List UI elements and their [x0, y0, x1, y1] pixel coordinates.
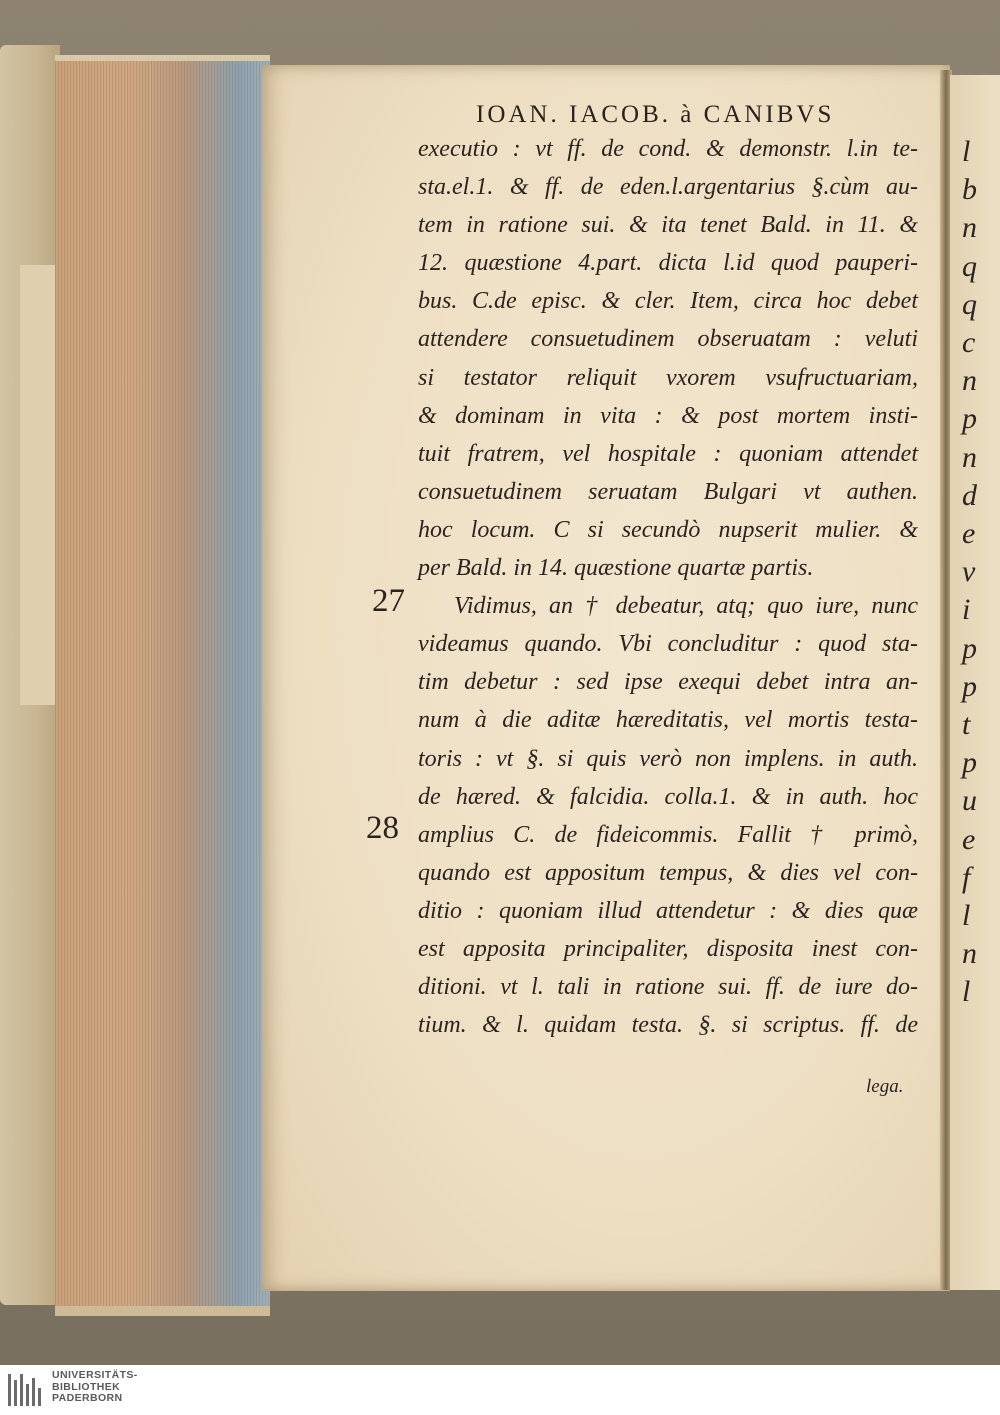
facing-page-letter: l: [962, 975, 971, 1009]
library-name-line: PADERBORN: [52, 1392, 123, 1404]
facing-page-letter: v: [962, 555, 976, 589]
facing-page-letter: p: [962, 669, 977, 703]
text-line: si testator reliquit vxorem vsufructuariam,: [418, 364, 918, 391]
text-line: & dominam in vita : & post mortem insti-: [418, 402, 918, 429]
facing-page-letter: t: [962, 708, 971, 742]
book-fore-edge: [55, 55, 270, 1316]
text-line: tium. & l. quidam testa. §. si scriptus. ff. de: [418, 1012, 918, 1039]
page-text: [418, 130, 918, 1044]
facing-page-letter: n: [962, 211, 977, 245]
facing-page-letter: e: [962, 822, 976, 856]
text-line: quando est appositum tempus, & dies vel con-: [418, 859, 918, 886]
library-name: [52, 1370, 138, 1405]
margin-number: 27: [372, 583, 405, 619]
facing-page-letter: i: [962, 593, 971, 627]
text-line: Vidimus, an † debeatur, atq; quo iure, nunc: [454, 593, 918, 620]
running-head: IOAN. IACOB. à CANIBVS: [476, 101, 835, 128]
facing-page-letter: e: [962, 517, 976, 551]
text-line: bus. C.de episc. & cler. Item, circa hoc debet: [418, 288, 918, 315]
text-line: de hæred. & falcidia. colla.1. & in auth. hoc: [418, 783, 918, 810]
facing-page-letter: p: [962, 631, 977, 665]
facing-page-letter: b: [962, 173, 977, 207]
facing-page-letter: c: [962, 326, 976, 360]
text-line: videamus quando. Vbi concluditur : quod sta-: [418, 631, 918, 658]
library-logo-icon: [6, 1370, 46, 1410]
facing-page-letter: q: [962, 287, 977, 321]
text-line: per Bald. in 14. quæstione quartæ partis.: [418, 555, 814, 582]
text-line: consuetudinem seruatam Bulgari vt authen.: [418, 478, 918, 505]
facing-page-letter: f: [962, 860, 971, 894]
facing-page-letter: l: [962, 135, 971, 168]
text-line: ditio : quoniam illud attendetur : & dies quæ: [418, 897, 918, 924]
facing-page: [950, 75, 1000, 1290]
text-line: ditioni. vt l. tali in ratione sui. ff. de iure do-: [418, 974, 918, 1001]
text-line: hoc locum. C si secundò nupserit mulier. &: [418, 516, 918, 543]
catchword: lega.: [866, 1076, 904, 1097]
text-line: tim debetur : sed ipse exequi debet intra an-: [418, 669, 918, 696]
text-line: num à die aditæ hæreditatis, vel mortis testa-: [418, 707, 918, 734]
library-name-line: BIBLIOTHEK: [52, 1380, 121, 1393]
facing-page-letter: d: [962, 478, 977, 512]
text-line: 12. quæstione 4.part. dicta l.id quod pauperi-: [418, 250, 918, 277]
facing-page-letter: n: [962, 937, 977, 971]
text-line: attendere consuetudinem obseruatam : veluti: [418, 326, 918, 353]
facing-page-letter: u: [962, 784, 977, 818]
facing-page-letter: q: [962, 249, 977, 283]
text-line: tem in ratione sui. & ita tenet Bald. in 11. &: [418, 212, 918, 239]
text-line: est apposita principaliter, disposita inest con-: [418, 935, 918, 962]
text-line: tuit fratrem, vel hospitale : quoniam attendet: [418, 440, 918, 467]
margin-number: 28: [366, 810, 399, 846]
text-line: executio : vt ff. de cond. & demonstr. l.in te-: [418, 136, 918, 162]
facing-page-letter: p: [962, 402, 977, 436]
facing-page-letter: p: [962, 746, 977, 780]
facing-page-letter: n: [962, 364, 977, 398]
facing-page-text: [950, 133, 977, 1012]
library-name-line: UNIVERSITÄTS-: [52, 1369, 138, 1381]
footer-bar: [0, 1365, 1000, 1415]
text-line: sta.el.1. & ff. de eden.l.argentarius §.cùm au-: [418, 174, 918, 201]
facing-page-letter: n: [962, 440, 977, 474]
facing-page-letter: l: [962, 899, 971, 933]
text-line: amplius C. de fideicommis. Fallit † primò,: [418, 821, 918, 848]
text-line: toris : vt §. si quis verò non implens. in auth.: [418, 745, 918, 772]
